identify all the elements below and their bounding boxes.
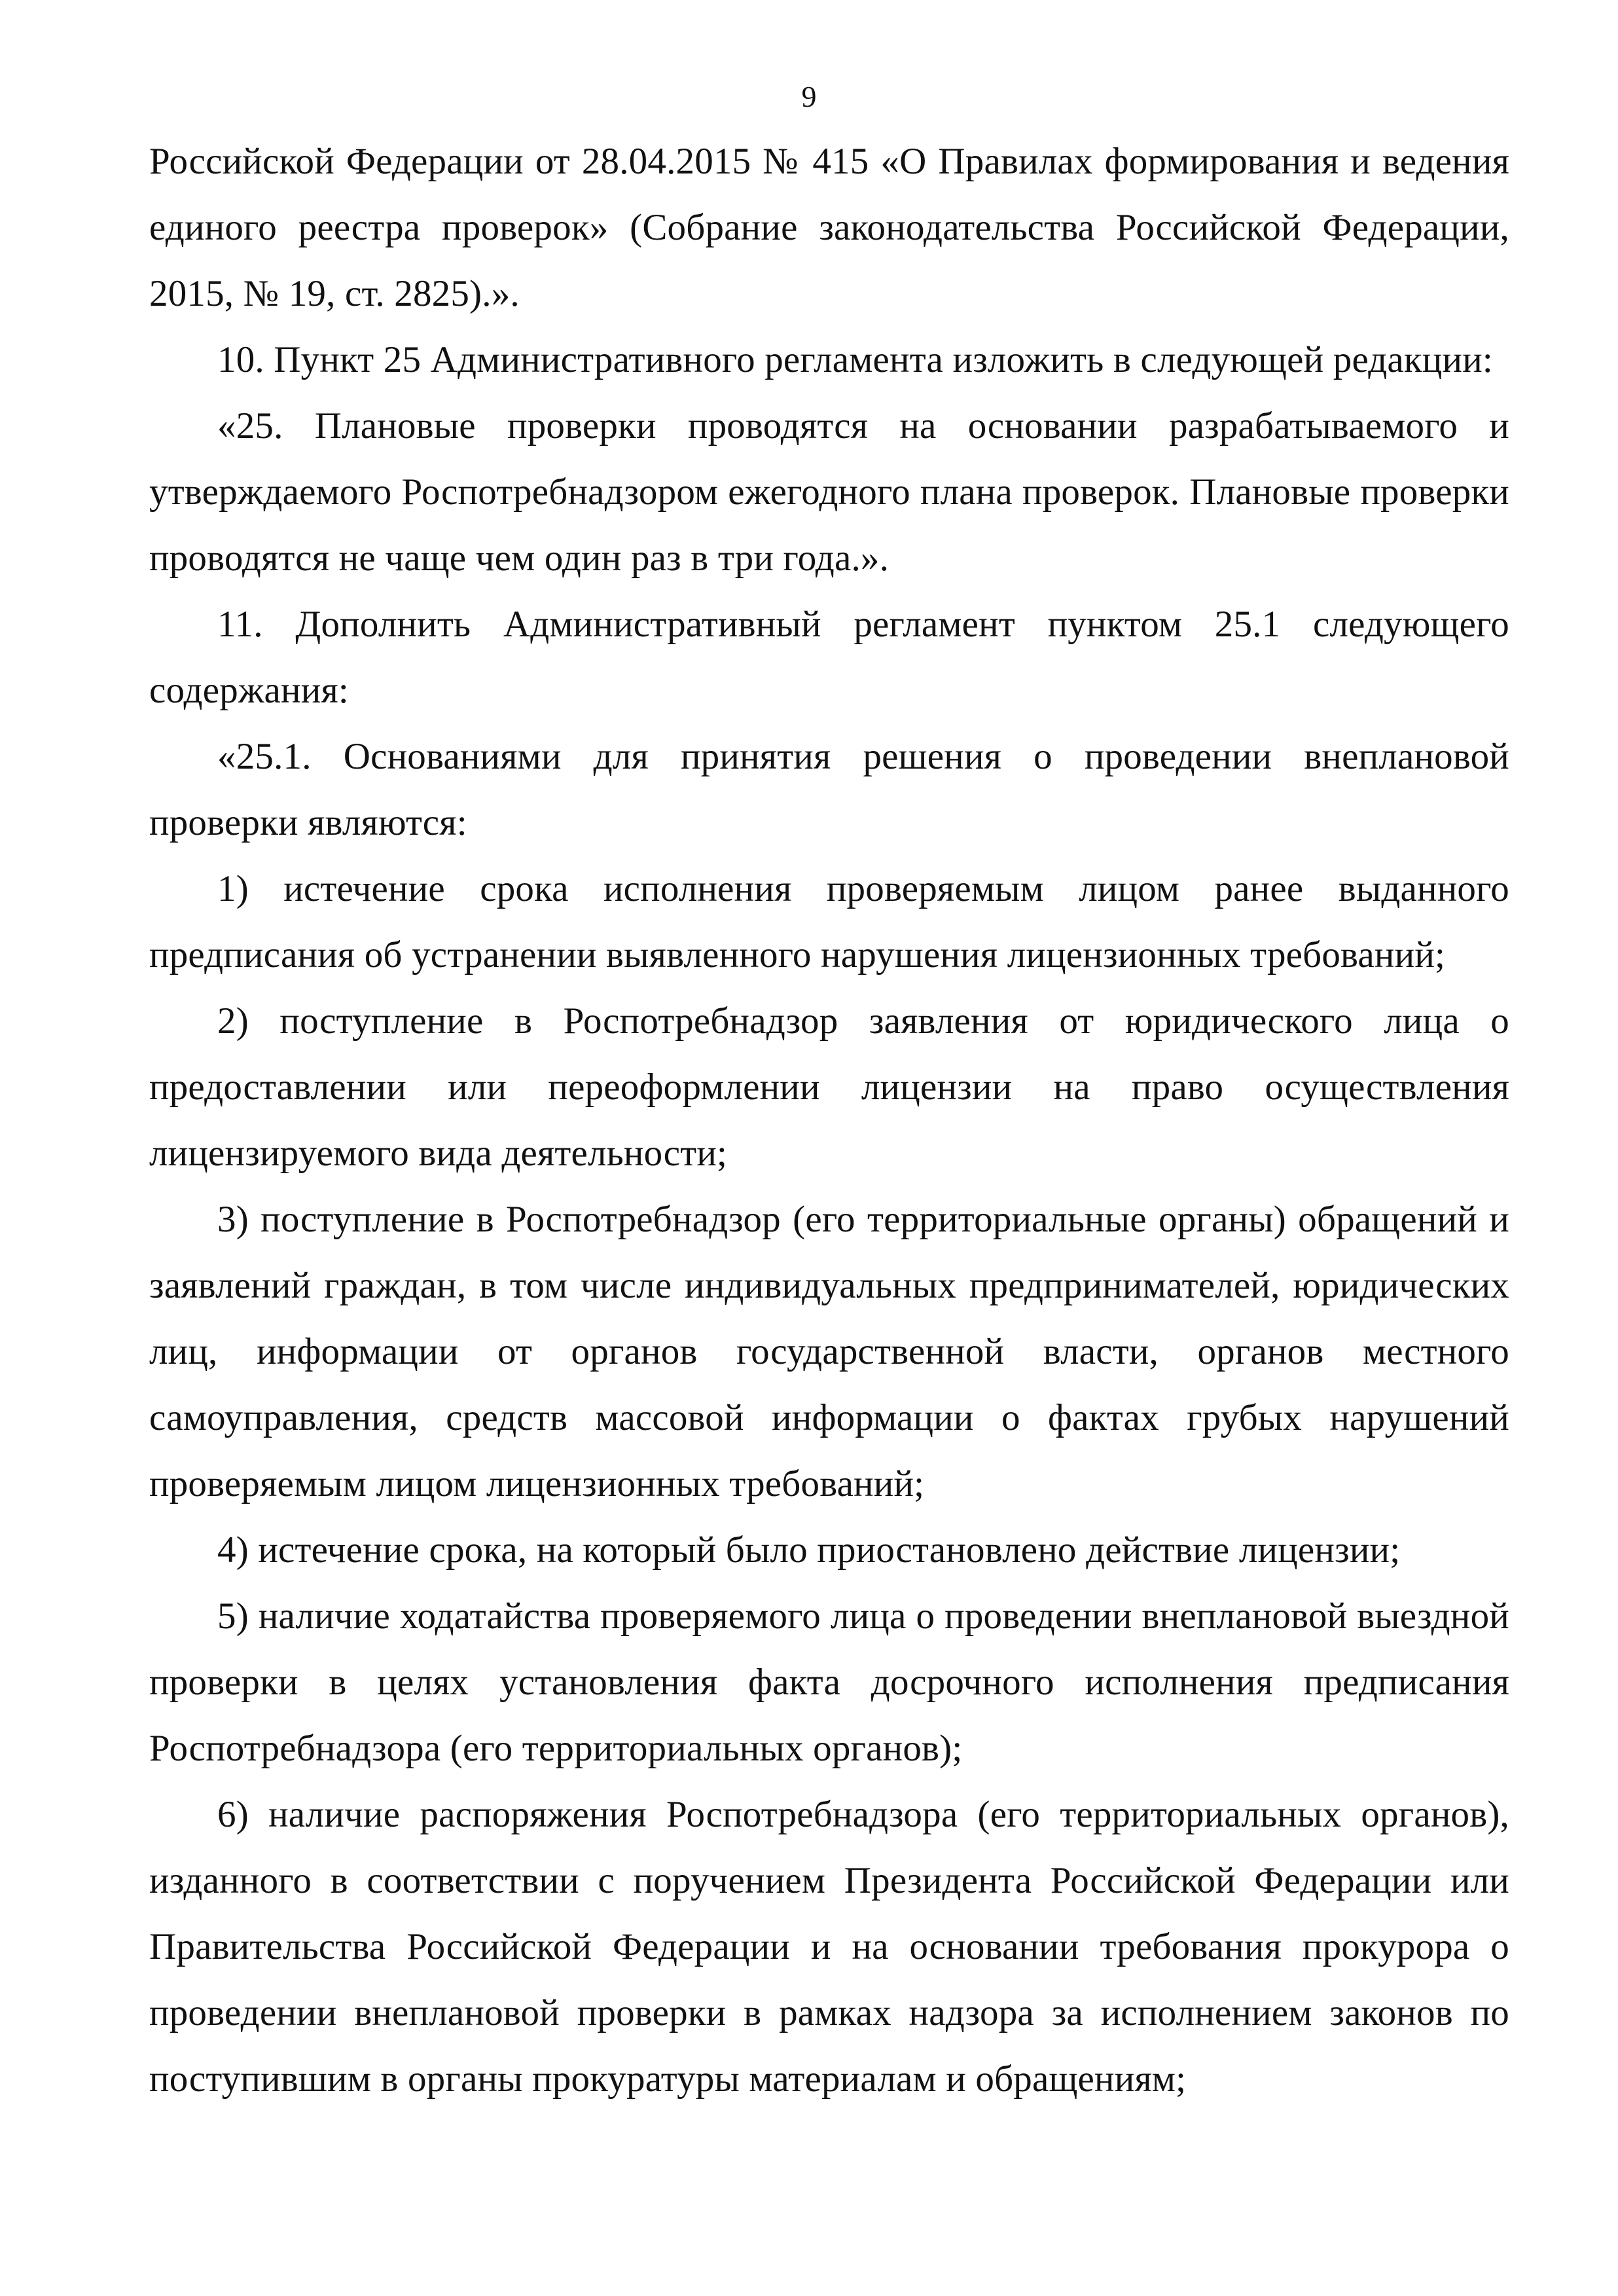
paragraph-continuation: Российской Федерации от 28.04.2015 № 415 «О Правилах формирования и ведения единого реестра проверок» (Собрание законодательства Российской Федерации, 2015, № 19, ст. 2825).». bbox=[149, 141, 1509, 314]
list-item-4: 4) истечение срока, на который было приостановлено действие лицензии; bbox=[217, 1529, 1401, 1571]
paragraph-quote-25: «25. Плановые проверки проводятся на основании разрабатываемого и утверждаемого Роспотребнадзором ежегодного плана проверок. Плановые проверки проводятся не чаще чем один раз в три года.». bbox=[149, 405, 1509, 579]
paragraph-item-10: 10. Пункт 25 Административного регламента изложить в следующей редакции: bbox=[217, 339, 1493, 380]
list-item-3: 3) поступление в Роспотребнадзор (его территориальные органы) обращений и заявлений граждан, в том числе индивидуальных предпринимателей, юридических лиц, информации от органов государственной власти, органов местного самоуправления, средств массовой информации о фактах грубых нарушений проверяемым лицом лицензионных требований; bbox=[149, 1199, 1509, 1504]
paragraph-item-11: 11. Дополнить Административный регламент пунктом 25.1 следующего содержания: bbox=[149, 604, 1509, 711]
list-item-6: 6) наличие распоряжения Роспотребнадзора (его территориальных органов), изданного в соответствии с поручением Президента Российской Федерации или Правительства Российской Федерации и на основании требования прокурора о проведении внеплановой проверки в рамках надзора за исполнением законов по поступившим в органы прокуратуры материалам и обращениям; bbox=[149, 1794, 1509, 2100]
list-item-1: 1) истечение срока исполнения проверяемым лицом ранее выданного предписания об устранении выявленного нарушения лицензионных требований; bbox=[149, 868, 1509, 975]
list-item-2: 2) поступление в Роспотребнадзор заявления от юридического лица о предоставлении или переоформлении лицензии на право осуществления лицензируемого вида деятельности; bbox=[149, 1000, 1509, 1174]
document-body bbox=[149, 128, 1509, 2112]
paragraph-quote-25-1: «25.1. Основаниями для принятия решения о проведении внеплановой проверки являются: bbox=[149, 736, 1509, 843]
list-item-5: 5) наличие ходатайства проверяемого лица о проведении внеплановой выездной проверки в целях установления факта досрочного исполнения предписания Роспотребнадзора (его территориальных органов); bbox=[149, 1595, 1509, 1769]
page-number: 9 bbox=[801, 80, 817, 113]
